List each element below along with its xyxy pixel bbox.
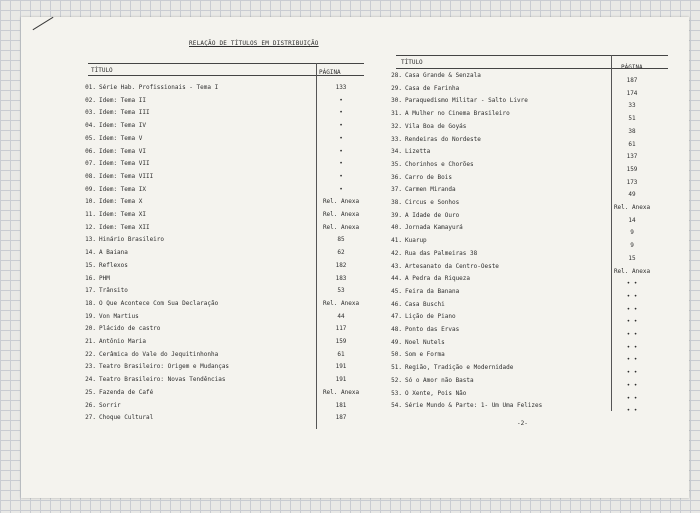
list-item — [388, 224, 688, 236]
item-page: 9 — [630, 242, 634, 250]
item-page: • • — [626, 394, 638, 402]
list-item — [388, 161, 688, 173]
item-page: 53 — [337, 287, 345, 295]
item-page: 49 — [628, 191, 636, 199]
item-number: 47. — [391, 313, 402, 321]
item-number: 52. — [391, 376, 402, 384]
item-number: 11. — [85, 211, 96, 218]
list-item — [388, 212, 688, 224]
item-number: 24. — [85, 376, 96, 384]
list-item — [388, 123, 688, 135]
item-number: 22. — [85, 350, 96, 358]
item-title: Só o Amor não Basta — [405, 376, 474, 384]
list-item — [388, 186, 688, 198]
item-number: 33. — [391, 135, 402, 143]
item-title: Von Martius — [99, 312, 139, 320]
item-page: 14 — [628, 216, 636, 224]
list-item — [82, 300, 382, 312]
document-sheet — [21, 17, 689, 498]
item-title: Trânsito — [99, 287, 128, 295]
item-title: Som e Forma — [405, 351, 445, 359]
item-number: 42. — [391, 249, 402, 257]
item-page: • — [339, 160, 343, 168]
list-item — [82, 363, 382, 375]
item-title: Idem: Tema XII — [99, 223, 150, 231]
item-title: Noel Nutels — [405, 338, 445, 346]
item-title: Idem: Tema VII — [99, 160, 150, 168]
item-title: Paraquedismo Militar - Salto Livre — [405, 97, 528, 105]
item-number: 53. — [391, 389, 402, 397]
item-number: 30. — [391, 97, 402, 105]
item-page: 62 — [337, 249, 345, 257]
item-number: 18. — [85, 299, 96, 307]
item-number: 04. — [85, 122, 96, 130]
item-number: 46. — [391, 300, 402, 308]
document-title: RELAÇÃO DE TÍTULOS EM DISTRIBUIÇÃO — [189, 40, 319, 47]
list-item — [82, 275, 382, 287]
left-header-rule-top — [88, 63, 364, 64]
right-header-rule-top — [396, 55, 668, 56]
item-page: 174 — [626, 89, 638, 97]
item-page: 85 — [337, 236, 345, 244]
item-title: Região, Tradição e Modernidade — [405, 364, 514, 372]
item-page: • — [339, 185, 343, 193]
item-page: • • — [626, 343, 638, 351]
item-page: 173 — [626, 178, 638, 186]
item-page: Rel. Anexa — [322, 198, 360, 206]
item-title: Teatro Brasileiro: Novas Tendências — [99, 376, 226, 384]
item-page: • • — [626, 318, 638, 326]
item-title: O Que Acontece Com Sua Declaração — [99, 299, 219, 307]
item-page: 191 — [335, 363, 347, 371]
item-page: • • — [626, 356, 638, 364]
list-item — [82, 389, 382, 401]
item-number: 31. — [391, 110, 402, 118]
item-number: 28. — [391, 72, 402, 79]
list-item — [82, 376, 382, 388]
list-item — [388, 110, 688, 122]
pen-mark — [33, 17, 54, 31]
item-title: Série Hab. Profissionais - Tema I — [99, 84, 219, 91]
item-title: Jornada Kamayurá — [405, 224, 463, 232]
item-page: 191 — [335, 376, 347, 384]
item-title: Feira da Banana — [405, 287, 460, 295]
item-title: Idem: Tema X — [99, 198, 143, 206]
item-number: 44. — [391, 275, 402, 283]
item-number: 39. — [391, 211, 402, 219]
item-page: • — [339, 147, 343, 155]
list-item — [388, 148, 688, 160]
item-title: Plácido de castro — [99, 325, 161, 333]
item-number: 20. — [85, 325, 96, 333]
item-number: 15. — [85, 261, 96, 269]
list-item — [82, 224, 382, 236]
item-page: Rel. Anexa — [322, 299, 360, 307]
list-item — [82, 84, 382, 96]
item-page: 61 — [628, 140, 636, 148]
list-item — [388, 85, 688, 97]
item-page: Rel. Anexa — [322, 388, 360, 396]
list-item — [388, 301, 688, 313]
item-page: 137 — [626, 153, 638, 161]
right-page-header: PÁGINA — [621, 64, 643, 71]
list-item — [82, 211, 382, 223]
item-page: • • — [626, 305, 638, 313]
item-title: A Baiana — [99, 249, 128, 257]
item-number: 06. — [85, 147, 96, 155]
list-item — [388, 136, 688, 148]
item-title: Idem: Tema VI — [99, 147, 146, 155]
item-title: PHM — [99, 274, 110, 282]
list-item — [82, 198, 382, 210]
list-item — [82, 249, 382, 261]
item-title: Cerâmica do Vale do Jequitinhonha — [99, 350, 219, 358]
item-title: Idem: Tema V — [99, 134, 143, 142]
item-number: 32. — [391, 122, 402, 130]
item-number: 13. — [85, 236, 96, 244]
item-title: Rua das Palmeiras 38 — [405, 249, 478, 257]
item-title: Kuarup — [405, 237, 427, 245]
item-title: Chorinhos e Chorões — [405, 160, 474, 168]
item-page: 159 — [626, 165, 638, 173]
item-page: • • — [626, 280, 638, 288]
item-title: Casa Grande & Senzala — [405, 72, 481, 79]
item-title: Hinário Brasileiro — [99, 236, 165, 244]
item-number: 25. — [85, 388, 96, 396]
item-page: 51 — [628, 115, 636, 123]
item-page: • • — [626, 381, 638, 389]
item-title: Circus e Sonhos — [405, 199, 460, 206]
item-number: 51. — [391, 364, 402, 372]
item-page: • • — [626, 407, 638, 415]
item-title: Idem: Tema IV — [99, 122, 146, 130]
item-number: 29. — [391, 84, 402, 92]
list-item — [388, 275, 688, 287]
left-title-header: TÍTULO — [91, 67, 113, 74]
item-title: Lição de Piano — [405, 313, 456, 321]
item-page: Rel. Anexa — [613, 267, 651, 275]
item-number: 36. — [391, 173, 402, 181]
list-item — [82, 122, 382, 134]
item-page: 159 — [335, 338, 347, 345]
item-title: Teatro Brasileiro: Origem e Mudanças — [99, 363, 230, 371]
item-number: 01. — [85, 84, 96, 91]
list-item — [388, 402, 688, 414]
item-page: 183 — [335, 274, 347, 282]
list-item — [82, 236, 382, 248]
list-item — [82, 109, 382, 121]
item-number: 54. — [391, 402, 402, 410]
list-item — [82, 173, 382, 185]
list-item — [388, 199, 688, 211]
list-item — [82, 325, 382, 337]
list-item — [82, 402, 382, 414]
list-item — [82, 186, 382, 198]
item-number: 10. — [85, 198, 96, 206]
item-number: 50. — [391, 351, 402, 359]
item-title: Fazenda de Café — [99, 388, 154, 396]
list-item — [82, 414, 382, 426]
item-number: 48. — [391, 326, 402, 333]
item-number: 26. — [85, 401, 96, 409]
item-title: Idem: Tema XI — [99, 211, 146, 218]
item-page: 133 — [335, 84, 347, 91]
list-item — [388, 72, 688, 84]
item-title: Idem: Tema II — [99, 96, 146, 104]
item-page: 187 — [335, 414, 347, 422]
item-title: Antônio Maria — [99, 338, 146, 345]
list-item — [388, 326, 688, 338]
item-number: 34. — [391, 148, 402, 156]
item-number: 38. — [391, 199, 402, 206]
item-page: • • — [626, 292, 638, 300]
item-page: • — [339, 122, 343, 130]
item-title: Idem: Tema IX — [99, 185, 146, 193]
item-page: 38 — [628, 127, 636, 135]
item-number: 02. — [85, 96, 96, 104]
list-item — [388, 237, 688, 249]
item-title: O Xente, Pois Não — [405, 389, 467, 397]
item-number: 49. — [391, 338, 402, 346]
item-title: Idem: Tema VIII — [99, 172, 154, 180]
list-item — [388, 263, 688, 275]
item-title: Vila Boa de Goyás — [405, 122, 467, 130]
list-item — [388, 97, 688, 109]
list-item — [82, 135, 382, 147]
list-item — [82, 351, 382, 363]
item-title: A Pedra da Riqueza — [405, 275, 471, 283]
item-title: Reflexos — [99, 261, 128, 269]
item-title: Ponto das Ervas — [405, 326, 460, 333]
item-page: • — [339, 109, 343, 117]
item-title: Sorrir — [99, 401, 121, 409]
item-number: 41. — [391, 237, 402, 245]
item-title: Idem: Tema III — [99, 109, 150, 117]
item-title: Choque Cultural — [99, 414, 154, 422]
item-page: Rel. Anexa — [613, 204, 651, 211]
left-page-header: PÁGINA — [319, 69, 341, 76]
list-item — [82, 148, 382, 160]
item-title: Lizetta — [405, 148, 431, 156]
item-number: 05. — [85, 134, 96, 142]
item-number: 07. — [85, 160, 96, 168]
list-item — [388, 351, 688, 363]
item-page: 44 — [337, 312, 345, 320]
item-title: Casa de Farinha — [405, 84, 460, 92]
item-number: 21. — [85, 338, 96, 345]
item-title: A Idade de Ouro — [405, 211, 460, 219]
item-page: 181 — [335, 401, 347, 409]
item-page: • — [339, 172, 343, 180]
item-title: Rendeiras do Nordeste — [405, 135, 481, 143]
right-header-rule-bottom — [396, 68, 668, 69]
list-item — [82, 338, 382, 350]
item-page: 182 — [335, 261, 347, 269]
item-page: Rel. Anexa — [322, 211, 360, 218]
item-number: 27. — [85, 414, 96, 422]
item-number: 37. — [391, 186, 402, 194]
item-title: Carro de Bois — [405, 173, 452, 181]
item-page: • — [339, 96, 343, 104]
item-title: Carmen Miranda — [405, 186, 456, 194]
item-number: 40. — [391, 224, 402, 232]
right-title-header: TÍTULO — [401, 59, 423, 66]
item-number: 03. — [85, 109, 96, 117]
list-item — [82, 313, 382, 325]
item-page: 33 — [628, 102, 636, 110]
item-number: 45. — [391, 287, 402, 295]
list-item — [388, 390, 688, 402]
item-page: 15 — [628, 254, 636, 262]
list-item — [388, 174, 688, 186]
page-number: -2- — [517, 420, 528, 427]
item-number: 43. — [391, 262, 402, 270]
item-title: Série Mundo & Parte: 1- Um Uma Felizes — [405, 402, 543, 410]
item-page: • — [339, 134, 343, 142]
item-number: 09. — [85, 185, 96, 193]
list-item — [82, 262, 382, 274]
item-page: 61 — [337, 350, 345, 358]
left-header-rule-bottom — [88, 75, 364, 76]
item-number: 12. — [85, 223, 96, 231]
list-item — [82, 97, 382, 109]
list-item — [388, 339, 688, 351]
list-item — [388, 313, 688, 325]
item-number: 16. — [85, 274, 96, 282]
item-page: 187 — [626, 77, 638, 84]
list-item — [388, 364, 688, 376]
list-item — [82, 287, 382, 299]
list-item — [388, 250, 688, 262]
item-number: 17. — [85, 287, 96, 295]
item-number: 35. — [391, 160, 402, 168]
item-title: Casa Buschi — [405, 300, 445, 308]
list-item — [82, 160, 382, 172]
item-title: A Mulher no Cinema Brasileiro — [405, 110, 510, 118]
item-page: Rel. Anexa — [322, 223, 360, 231]
item-title: Artesanato da Centro-Oeste — [405, 262, 499, 270]
list-item — [388, 377, 688, 389]
list-item — [388, 288, 688, 300]
item-number: 14. — [85, 249, 96, 257]
item-page: • • — [626, 369, 638, 377]
item-page: 9 — [630, 229, 634, 237]
item-number: 23. — [85, 363, 96, 371]
item-page: • • — [626, 331, 638, 338]
item-page: 117 — [335, 325, 347, 333]
item-number: 19. — [85, 312, 96, 320]
item-number: 08. — [85, 172, 96, 180]
